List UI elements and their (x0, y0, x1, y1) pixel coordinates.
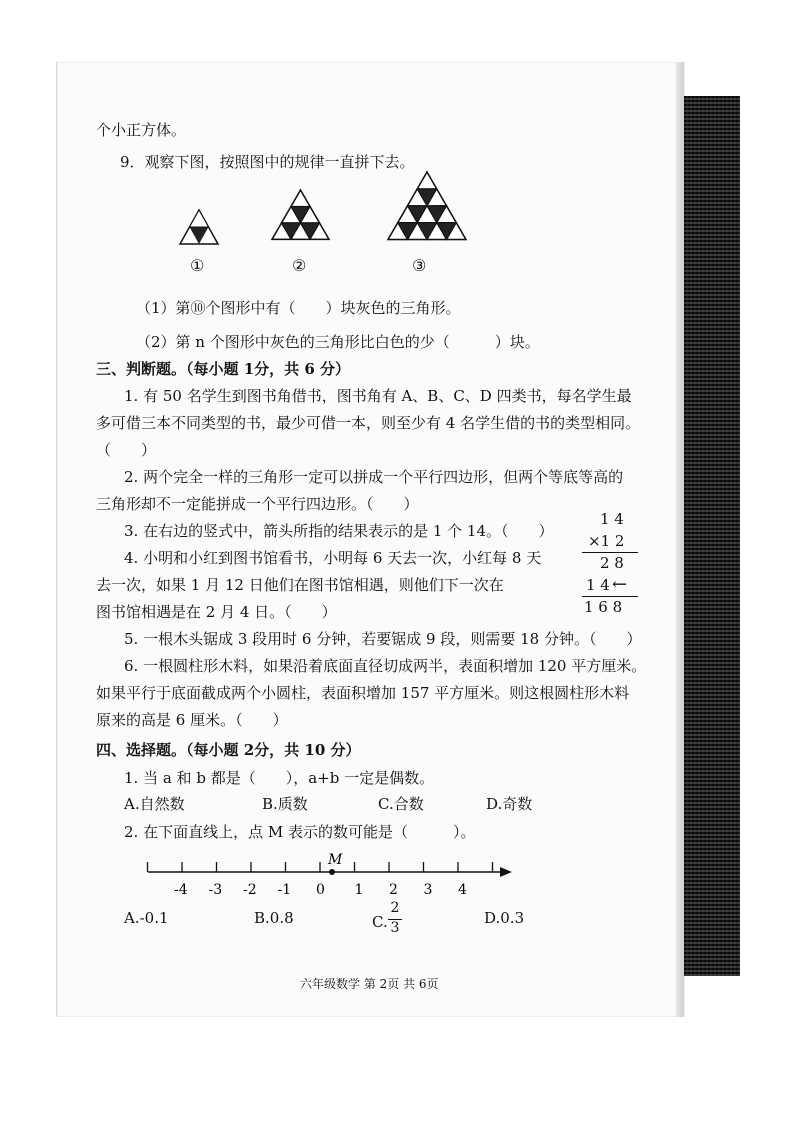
page-footer: 六年级数学 第 2页 共 6页 (300, 977, 439, 991)
tick-label: -3 (208, 882, 223, 898)
figure-label-1: ① (190, 256, 205, 275)
number-line (140, 852, 520, 902)
page-fold (676, 62, 684, 1017)
fraction-numerator: 2 (390, 900, 400, 916)
triangle-figure-3 (386, 170, 468, 246)
choice-2-option-b: B.0.8 (254, 909, 294, 927)
choice-1-option-c: C.合数 (378, 795, 424, 813)
judge-1-line-1: 1. 有 50 名学生到图书角借书，图书角有 A、B、C、D 四类书，每名学生最 (124, 387, 632, 405)
tick-label: 4 (458, 882, 467, 898)
tick-label: -1 (277, 882, 292, 898)
vertical-rule-1 (582, 552, 638, 553)
triangle-figure-2 (270, 188, 332, 246)
tick-label: 0 (316, 882, 325, 898)
tick-label: -2 (243, 882, 257, 898)
judge-3: 3. 在右边的竖式中，箭头所指的结果表示的是 1 个 14。（ ） (124, 522, 554, 540)
judge-2-line-1: 2. 两个完全一样的三角形一定可以拼成一个平行四边形，但两个等底等高的 (124, 468, 624, 486)
vertical-partial-1: 2 8 (600, 554, 624, 572)
section-4-title: 四、选择题。（每小题 2分，共 10 分） (96, 741, 361, 759)
fraction-denominator: 3 (390, 920, 400, 936)
judge-4-line-2: 去一次，如果 1 月 12 日他们在图书馆相遇，则他们下一次在 (96, 576, 504, 594)
figure-label-3: ③ (412, 256, 427, 275)
judge-1-line-2: 多可借三本不同类型的书，最少可借一本，则至少有 4 名学生借的书的类型相同。 (96, 414, 641, 432)
choice-1-option-b: B.质数 (262, 795, 308, 813)
choice-2-option-d: D.0.3 (484, 909, 525, 927)
choice-2: 2. 在下面直线上，点 M 表示的数可能是（ ）。 (124, 823, 476, 841)
figure-label-2: ② (292, 256, 307, 275)
triangle-figure-1 (178, 208, 220, 246)
binding-strip (684, 96, 740, 976)
choice-1-option-d: D.奇数 (486, 795, 533, 813)
choice-1: 1. 当 a 和 b 都是（ ），a+b 一定是偶数。 (124, 769, 435, 787)
arrow-head-icon (500, 867, 512, 877)
tick-label: 1 (354, 882, 364, 898)
judge-4-line-3: 图书馆相遇是在 2 月 4 日。（ ） (96, 603, 337, 621)
point-m (329, 869, 335, 875)
tick-label: 3 (423, 882, 433, 898)
tick-label: -4 (174, 882, 188, 898)
arrow-icon: ← (612, 574, 628, 595)
vertical-rule-2 (582, 596, 638, 597)
point-m-label: M (328, 852, 343, 868)
question-9-part-2: （2）第 n 个图形中灰色的三角形比白色的少（ ）块。 (136, 333, 540, 351)
judge-2-line-2: 三角形却不一定能拼成一个平行四边形。（ ） (96, 495, 419, 513)
vertical-result: 1 6 8 (584, 598, 623, 616)
judge-5: 5. 一根木头锯成 3 段用时 6 分钟，若要锯成 9 段，则需要 18 分钟。（ ） (124, 630, 642, 648)
section-3-title: 三、判断题。（每小题 1分，共 6 分） (96, 360, 351, 378)
question-9-part-1: （1）第⑩个图形中有（ ）块灰色的三角形。 (136, 299, 461, 317)
vertical-top: 1 4 (600, 510, 624, 528)
text-line: 个小正方体。 (96, 121, 187, 139)
judge-6-line-2: 如果平行于底面截成两个小圆柱，表面积增加 157 平方厘米。则这根圆柱形木料 (96, 684, 630, 702)
judge-1-answer: （ ） (96, 441, 157, 459)
choice-2-option-c: C. (372, 913, 388, 931)
question-9: 9．观察下图，按照图中的规律一直拼下去。 (120, 153, 415, 171)
tick-label: 2 (389, 882, 398, 898)
vertical-partial-2: 1 4 (586, 576, 610, 594)
choice-1-option-a: A.自然数 (124, 795, 185, 813)
judge-6-line-1: 6. 一根圆柱形木料，如果沿着底面直径切成两半，表面积增加 120 平方厘米。 (124, 657, 647, 675)
vertical-multiplier: ×1 2 (588, 532, 625, 550)
choice-2-option-a: A.-0.1 (124, 909, 169, 927)
judge-6-line-3: 原来的高是 6 厘米。（ ） (96, 711, 288, 729)
judge-4-line-1: 4. 小明和小红到图书馆看书，小明每 6 天去一次，小红每 8 天 (124, 549, 542, 567)
